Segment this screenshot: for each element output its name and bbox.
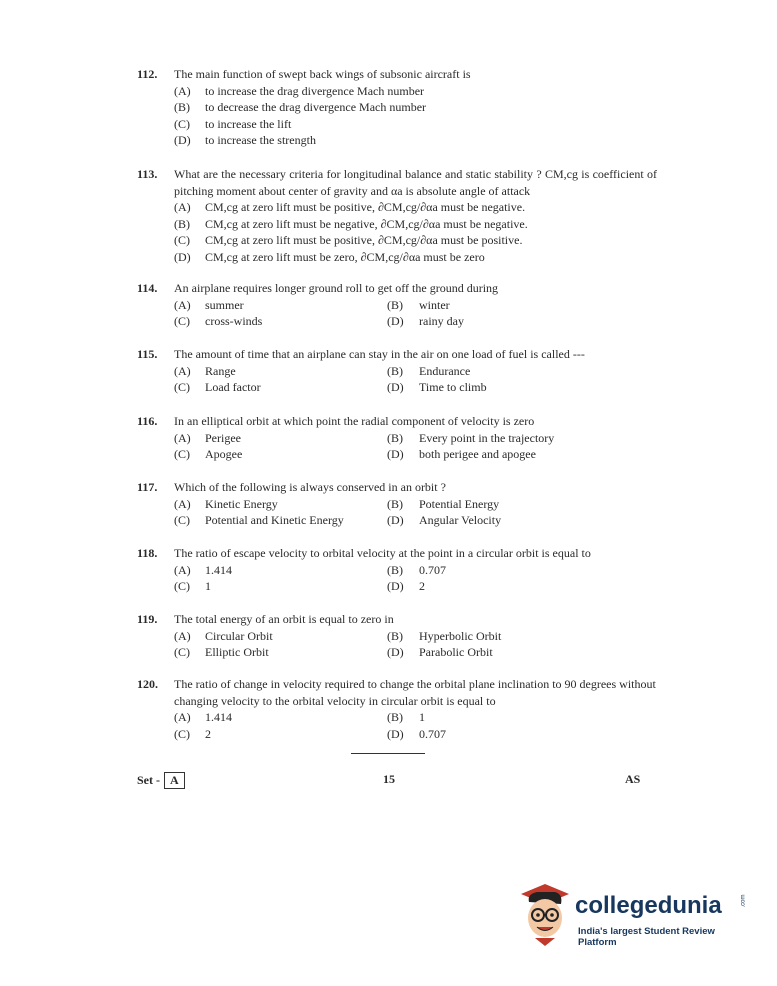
option-d-text: 2 — [419, 579, 425, 594]
option-a-text: Circular Orbit — [205, 628, 273, 643]
option-d: (D) to increase the strength — [174, 133, 316, 148]
set-value-box: A — [164, 772, 185, 789]
logo-com: .com — [740, 894, 747, 908]
option-row — [174, 644, 657, 661]
option-c: (C) to increase the lift — [174, 116, 292, 131]
question-number: 119. — [137, 612, 158, 626]
option-d-text: Time to climb — [419, 380, 487, 395]
option-a-text: Range — [205, 363, 236, 378]
option-b-label: (B) — [387, 710, 403, 725]
question-stem: An airplane requires longer ground roll to get off the ground during — [174, 281, 499, 295]
option-b-text: 0.707 — [419, 562, 446, 577]
option-d-label: (D) — [387, 645, 404, 660]
option-b-text: Every point in the trajectory — [419, 430, 555, 445]
option-d-label: (D) — [387, 579, 404, 594]
set-indicator — [137, 772, 185, 789]
option-c-label: (C) — [174, 447, 190, 462]
option-c-label: (C) — [174, 314, 190, 329]
option-row — [174, 512, 657, 529]
option-b-label: (B) — [387, 496, 403, 511]
option-d-label: (D) — [387, 314, 404, 329]
option-b-text: Potential Energy — [419, 496, 500, 511]
option-c: (C) CM,cg at zero lift must be positive, ∂CM,cg/∂αa must be positive. — [174, 233, 523, 248]
option-d-label: (D) — [387, 380, 404, 395]
question-stem: The ratio of change in velocity required to change the orbital plane inclination to 90 degrees without changing velocity to the orbital velocity in circular orbit is equal to — [174, 677, 656, 708]
question-number: 117. — [137, 480, 158, 494]
option-c-text: 1 — [205, 579, 211, 594]
option-a-label: (A) — [174, 710, 191, 725]
option-c-text: 2 — [205, 726, 211, 741]
page-number: 15 — [383, 772, 395, 786]
question-118 — [137, 545, 657, 595]
option-b: (B) CM,cg at zero lift must be negative, ∂CM,cg/∂αa must be negative. — [174, 216, 528, 231]
question-number: 118. — [137, 546, 158, 560]
option-d-label: (D) — [387, 513, 404, 528]
question-stem: Which of the following is always conserved in an orbit ? — [174, 480, 446, 494]
option-row — [174, 297, 657, 314]
option-d-text: Parabolic Orbit — [419, 645, 493, 660]
option-c-label: (C) — [174, 645, 190, 660]
option-d-text: rainy day — [419, 314, 464, 329]
option-row — [174, 496, 657, 513]
option-row — [174, 430, 657, 447]
option-row — [174, 446, 657, 463]
collegedunia-logo — [515, 880, 755, 950]
option-row — [174, 363, 657, 380]
question-120 — [137, 676, 657, 742]
option-c-text: cross-winds — [205, 314, 263, 329]
question-113 — [137, 166, 657, 266]
option-a-label: (A) — [174, 496, 191, 511]
option-a-label: (A) — [174, 363, 191, 378]
option-b-label: (B) — [387, 363, 403, 378]
option-a-label: (A) — [174, 430, 191, 445]
mascot-icon — [515, 880, 573, 946]
question-number: 112. — [137, 67, 158, 81]
question-stem: The amount of time that an airplane can stay in the air on one load of fuel is called --- — [174, 347, 585, 361]
option-b-text: Hyperbolic Orbit — [419, 628, 502, 643]
option-a: (A) to increase the drag divergence Mach number — [174, 83, 425, 98]
option-a-text: 1.414 — [205, 710, 232, 725]
question-number: 116. — [137, 414, 158, 428]
option-row — [174, 379, 657, 396]
option-b-label: (B) — [387, 628, 403, 643]
question-number: 113. — [137, 167, 158, 181]
option-row — [174, 313, 657, 330]
option-c-text: Apogee — [205, 447, 243, 462]
option-a-text: Kinetic Energy — [205, 496, 278, 511]
option-b-text: 1 — [419, 710, 425, 725]
question-stem: What are the necessary criteria for longitudinal balance and static stability ? CM,cg is coefficient of pitching moment about center of gravity and αa is absolute angle of attack — [174, 167, 657, 198]
question-stem: The main function of swept back wings of subsonic aircraft is — [174, 67, 471, 81]
question-116 — [137, 413, 657, 463]
question-115 — [137, 346, 657, 396]
option-d-text: Angular Velocity — [419, 513, 502, 528]
option-row — [174, 578, 657, 595]
option-b: (B) to decrease the drag divergence Mach number — [174, 100, 427, 115]
option-a-label: (A) — [174, 628, 191, 643]
option-b-text: winter — [419, 297, 450, 312]
set-label: Set - — [137, 773, 160, 787]
question-117 — [137, 479, 657, 529]
end-divider — [351, 753, 425, 754]
logo-tagline: India's largest Student Review Platform — [578, 926, 715, 948]
question-number: 115. — [137, 347, 158, 361]
option-d-text: 0.707 — [419, 726, 446, 741]
option-a-label: (A) — [174, 297, 191, 312]
question-stem: The ratio of escape velocity to orbital velocity at the point in a circular orbit is equal to — [174, 546, 591, 560]
option-a-text: Perigee — [205, 430, 241, 445]
option-b-label: (B) — [387, 430, 403, 445]
question-stem: The total energy of an orbit is equal to zero in — [174, 612, 394, 626]
question-114 — [137, 280, 657, 330]
question-number: 120. — [137, 677, 158, 691]
option-d: (D) CM,cg at zero lift must be zero, ∂CM,cg/∂αa must be zero — [174, 249, 485, 264]
option-a: (A) CM,cg at zero lift must be positive, ∂CM,cg/∂αa must be negative. — [174, 200, 526, 215]
question-stem: In an elliptical orbit at which point the radial component of velocity is zero — [174, 414, 535, 428]
question-119 — [137, 611, 657, 661]
question-112 — [137, 66, 657, 149]
option-d-label: (D) — [387, 447, 404, 462]
question-number: 114. — [137, 281, 158, 295]
option-b-label: (B) — [387, 297, 403, 312]
option-row — [174, 562, 657, 579]
option-c-text: Potential and Kinetic Energy — [205, 513, 344, 528]
option-d-text: both perigee and apogee — [419, 447, 536, 462]
option-row — [174, 709, 657, 726]
option-d-label: (D) — [387, 726, 404, 741]
option-a-text: summer — [205, 297, 244, 312]
option-a-text: 1.414 — [205, 562, 232, 577]
option-c-label: (C) — [174, 513, 190, 528]
option-c-text: Load factor — [205, 380, 261, 395]
logo-brand: collegedunia — [575, 892, 722, 919]
option-row — [174, 628, 657, 645]
option-c-label: (C) — [174, 579, 190, 594]
option-b-text: Endurance — [419, 363, 471, 378]
option-c-label: (C) — [174, 380, 190, 395]
option-c-text: Elliptic Orbit — [205, 645, 269, 660]
paper-code: AS — [625, 772, 641, 786]
option-c-label: (C) — [174, 726, 190, 741]
option-row — [174, 726, 657, 743]
option-a-label: (A) — [174, 562, 191, 577]
option-b-label: (B) — [387, 562, 403, 577]
